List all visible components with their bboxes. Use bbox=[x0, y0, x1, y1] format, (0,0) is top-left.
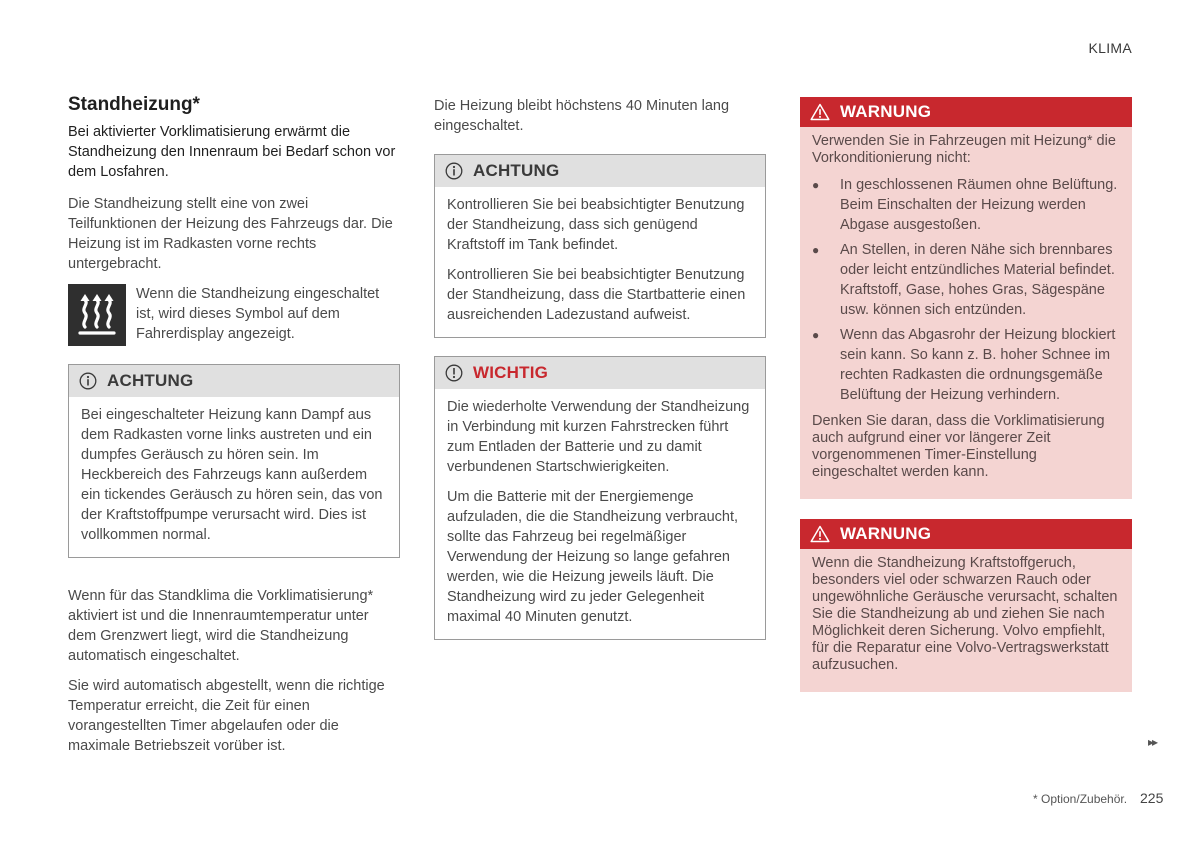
page-number: 225 bbox=[1140, 790, 1164, 806]
page-title: Standheizung* bbox=[68, 94, 200, 115]
achtung-box-1 bbox=[68, 364, 400, 558]
warnung-list bbox=[812, 175, 1120, 405]
warnung-box-1 bbox=[800, 97, 1132, 499]
continue-marker: ▸▸ bbox=[1148, 735, 1157, 749]
list-item: ● In geschlossenen Räumen ohne Belüftung. Beim Einschalten der Heizung werden Abgase ausgestoßen. bbox=[812, 177, 1118, 233]
achtung-text-battery: Kontrollieren Sie bei beabsichtigter Benutzung der Standheizung, dass die Startbatterie einen ausreichenden Ladezustand aufweist. bbox=[447, 267, 746, 323]
warnung-header bbox=[800, 97, 1132, 127]
paragraph-abschaltung: Sie wird automatisch abgestellt, wenn die richtige Temperatur erreicht, die Zeit für einen vorangestellten Timer abgelaufen oder die maximale Betriebszeit vorüber ist. bbox=[68, 678, 385, 754]
wichtig-label: WICHTIG bbox=[473, 363, 549, 382]
warnung-text: Wenn die Standheizung Kraftstoffgeruch, besonders viel oder schwarzen Rauch oder ungewöhnliche Geräusche verursacht, schalten Sie die Standheizung ab und ziehen Sie nach Möglichkeit deren Sicherung. Volvo empfiehlt, für die Reparatur eine Volvo-Vertragswerkstatt aufzusuchen. bbox=[812, 555, 1118, 673]
intro-paragraph: Die Standheizung stellt eine von zwei Teilfunktionen der Heizung des Fahrzeugs dar. Die Heizung ist im Radkasten vorne rechts untergebracht. bbox=[68, 196, 393, 272]
list-item: ● An Stellen, in deren Nähe sich brennbares oder leicht entzündliches Material befindet. Kraftstoff, Gase, hohes Gras, Sägespäne usw. können sich entzünden. bbox=[812, 242, 1115, 318]
warning-triangle-icon bbox=[810, 103, 830, 121]
warnung-box-2 bbox=[800, 519, 1132, 692]
warnung-outro: Denken Sie daran, dass die Vorklimatisierung auch aufgrund einer vor längerer Zeit vorgenommenen Timer-Einstellung eingeschaltet werden kann. bbox=[812, 413, 1105, 480]
achtung-label: ACHTUNG bbox=[473, 161, 560, 180]
column-2 bbox=[434, 96, 766, 658]
paragraph-vorklimatisierung: Wenn für das Standklima die Vorklimatisierung* aktiviert ist und die Innenraumtemperatur unter dem Grenzwert liegt, wird die Standheizung automatisch eingeschaltet. bbox=[68, 588, 374, 664]
footnote: * Option/Zubehör. bbox=[1033, 792, 1128, 806]
info-icon bbox=[445, 162, 463, 180]
wichtig-text-2: Um die Batterie mit der Energiemenge aufzuladen, die die Standheizung verbraucht, sollte das Fahrzeug bei regelmäßiger Verwendung der Heizung so lange gefahren werden, wie die Heizung jeweils läuft. Die Standheizung wird zu jeder Gelegenheit maximal 40 Minuten genutzt. bbox=[447, 489, 739, 625]
achtung-header bbox=[69, 365, 399, 397]
achtung-label: ACHTUNG bbox=[107, 371, 194, 390]
section-label: KLIMA bbox=[1088, 40, 1132, 56]
heater-symbol-icon bbox=[68, 284, 126, 346]
achtung-text: Bei eingeschalteter Heizung kann Dampf aus dem Radkasten vorne links austreten und ein dumpfes Geräusch zu hören sein. Im Heckbereich des Fahrzeugs kann außerdem ein tickendes Geräusch zu hören sein, das von der Kraftstoffpumpe verursacht wird. Dies ist vollkommen normal. bbox=[81, 407, 383, 543]
achtung-box-2 bbox=[434, 154, 766, 338]
exclamation-icon bbox=[445, 364, 463, 382]
duration-paragraph: Die Heizung bleibt höchstens 40 Minuten lang eingeschaltet. bbox=[434, 98, 730, 134]
wichtig-text-1: Die wiederholte Verwendung der Standheizung in Verbindung mit kurzen Fahrstrecken führt zum Entladen der Batterie und zu damit verbundenen Startschwierigkeiten. bbox=[447, 399, 750, 475]
column-3 bbox=[800, 97, 1132, 710]
warnung-intro: Verwenden Sie in Fahrzeugen mit Heizung* die Vorkonditionierung nicht: bbox=[812, 133, 1116, 166]
warnung-label: WARNUNG bbox=[840, 102, 932, 121]
warnung-label: WARNUNG bbox=[840, 524, 932, 543]
wichtig-box bbox=[434, 356, 766, 640]
list-item: ● Wenn das Abgasrohr der Heizung blockiert sein kann. So kann z. B. hoher Schnee im rechten Radkasten die ordnungsgemäße Belüftung der Heizung verhindern. bbox=[812, 327, 1116, 403]
warning-triangle-icon bbox=[810, 525, 830, 543]
symbol-description: Wenn die Standheizung eingeschaltet ist, wird dieses Symbol auf dem Fahrerdisplay angezeigt. bbox=[136, 286, 380, 342]
achtung-header bbox=[435, 155, 765, 187]
wichtig-header bbox=[435, 357, 765, 389]
symbol-row bbox=[68, 284, 400, 346]
lead-text: Bei aktivierter Vorklimatisierung erwärmt die Standheizung den Innenraum bei Bedarf schon vor dem Losfahren. bbox=[68, 124, 396, 180]
info-icon bbox=[79, 372, 97, 390]
warnung-header bbox=[800, 519, 1132, 549]
achtung-text-fuel: Kontrollieren Sie bei beabsichtigter Benutzung der Standheizung, dass sich genügend Kraftstoff im Tank befindet. bbox=[447, 197, 745, 253]
column-1 bbox=[68, 94, 400, 766]
